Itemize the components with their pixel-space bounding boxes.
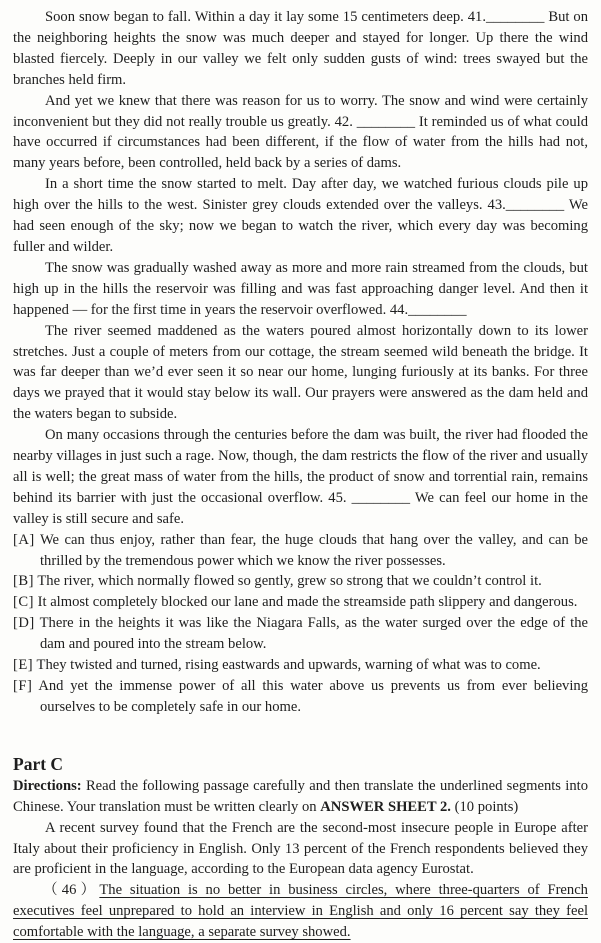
part-c-directions [13, 776, 588, 818]
part-c-intro-paragraph: A recent survey found that the French are the second-most insecure people in Europe after Italy about their proficiency in English. Only 13 percent of the French respondents believed they are proficient in the language, according to the European data agency Eurostat. [13, 819, 588, 878]
option-f-text: And yet the immense power of all this water above us prevents us from ever believing ourselves to be completely safe in our home. [38, 678, 589, 715]
question-46-paragraph [13, 880, 588, 943]
option-e-label: [E] [13, 657, 34, 674]
option-f-label: [F] [13, 678, 33, 694]
directions-text: Read the following passage carefully and then translate the underlined segments into Chinese. Your translation must be written clearly on [13, 777, 588, 815]
passage-paragraph-1: Soon snow began to fall. Within a day it lay some 15 centimeters deep. 41.________ But on the neighboring heights the snow was much deeper and stayed for longer. Up there the wind blasted fiercely. Deeply in our valley we felt only sudden gusts of wind: trees swayed but the branches held firm. [13, 9, 588, 88]
option-b [13, 571, 588, 592]
passage-paragraph-3: In a short time the snow started to melt. Day after day, we watched furious clouds pile up high over the hills to the west. Sinister grey clouds extended over the valleys. 43.________ We had seen enough of the sky; now we began to watch the river, which every day was becoming fuller and wilder. [13, 176, 588, 255]
option-a-label: [A] [13, 531, 35, 548]
option-f [13, 676, 588, 718]
passage-paragraph-4: The snow was gradually washed away as more and more rain streamed from the clouds, but high up in the hills the reservoir was filling and was fast approaching danger level. And then it happened — for the first time in years the reservoir overflowed. 44.________ [13, 259, 588, 318]
passage-paragraph-6: On many occasions through the centuries before the dam was built, the river had flooded the nearby villages in just such a rage. Now, though, the dam restricts the flow of the river and usually all is well; the great mass of water from the hills, the product of snow and torrential rain, remains behind its barrier with just the occasional overflow. 45. ________ We can feel our home in the valley is still secure and safe. [13, 427, 588, 527]
option-d [13, 613, 588, 655]
answer-sheet-label: ANSWER SHEET 2. [320, 798, 451, 815]
option-e-text: They twisted and turned, rising eastwards and upwards, warning of what was to come. [36, 657, 541, 674]
part-c-section [13, 718, 588, 943]
directions-points: (10 points) [454, 798, 519, 815]
option-c [13, 592, 588, 613]
option-c-text: It almost completely blocked our lane and made the streamside path slippery and dangerous. [37, 594, 578, 611]
option-b-text: The river, which normally flowed so gently, grew so strong that we couldn’t control it. [37, 573, 542, 590]
answer-options-list [13, 530, 588, 718]
passage-paragraph-2: And yet we knew that there was reason for us to worry. The snow and wind were certainly inconvenient but they did not really trouble us greatly. 42. ________ It reminded us of what could have occurred if circumstances had been different, if the flow of water from the hills had not, many years before, been controlled, held back by a series of dams. [13, 92, 588, 172]
part-c-heading: Part C [13, 753, 64, 774]
option-d-text: There in the heights it was like the Niagara Falls, as the water surged over the edge of the dam and poured into the stream below. [39, 615, 588, 653]
option-e [13, 655, 588, 676]
option-a [13, 530, 588, 572]
reading-passage [13, 7, 588, 530]
question-46-number: （46） [43, 882, 100, 899]
option-c-label: [C] [13, 594, 34, 611]
passage-paragraph-5: The river seemed maddened as the waters poured almost horizontally down to its lower stretches. Just a couple of meters from our cottage, the stream seemed wild beneath the bridge. It was far deeper than we’d ever seen it so near our home, lunging furiously at its banks. For three days we prayed that it would stay below its wall. Our prayers were answered as the dam held and the waters began to subside. [13, 322, 588, 423]
option-d-label: [D] [13, 615, 35, 632]
question-46-underlined-text: The situation is no better in business circles, where three-quarters of French executives feel unprepared to hold an interview in English and only 16 percent say they feel comfortable with the language, a separate survey showed. [13, 882, 588, 941]
directions-label: Directions: [13, 777, 82, 794]
option-a-text: We can thus enjoy, rather than fear, the huge clouds that hang over the valley, and can be thrilled by the tremendous power which we know the river possesses. [39, 531, 588, 569]
option-b-label: [B] [13, 573, 34, 590]
